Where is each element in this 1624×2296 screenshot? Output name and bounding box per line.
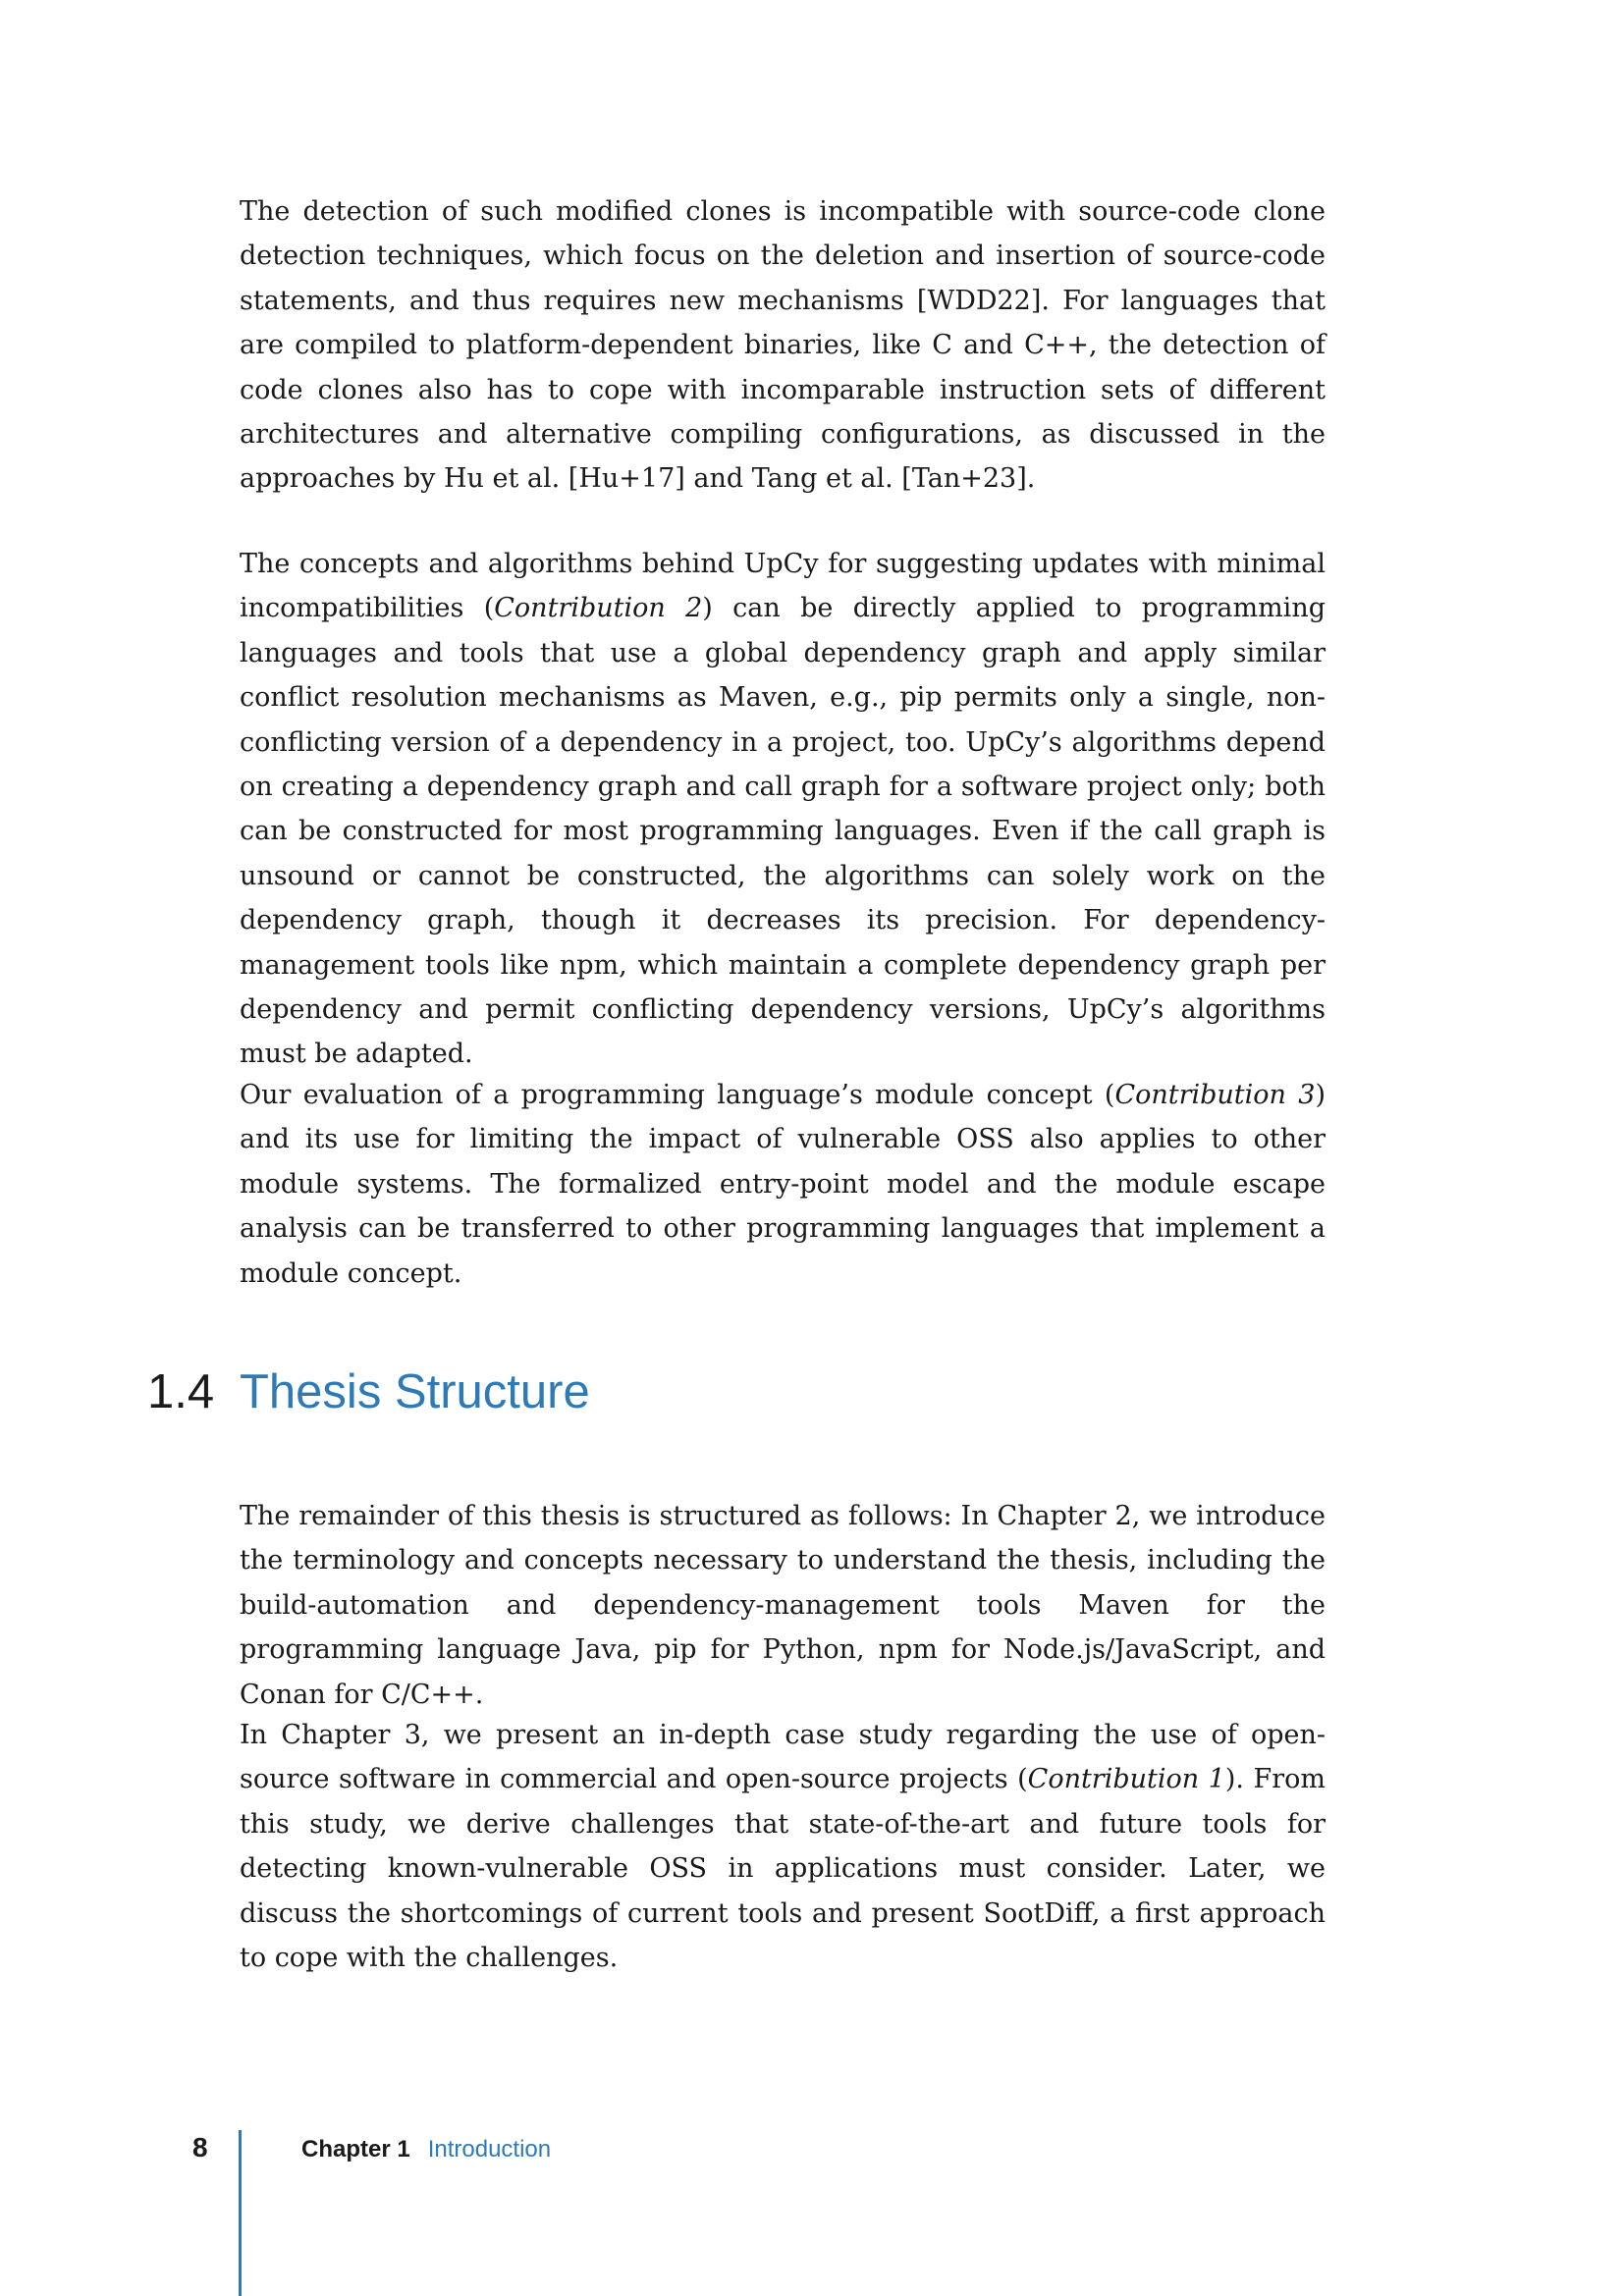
paragraph-clone-detection <box>240 189 1326 502</box>
paragraph-text-start: In Chapter 3, we present an in-depth case study regarding the use of open-source software in commercial and open-source projects ( <box>240 1720 1326 1795</box>
page-number: 8 <box>192 2132 208 2163</box>
footer-rule <box>239 2130 242 2296</box>
paragraph-text <box>240 1713 1326 1980</box>
paragraph-upcy-contribution <box>240 542 1326 1077</box>
paragraph-text: The remainder of this thesis is structured as follows: In Chapter 2, we introduce the terminology and concepts necessary to understand the thesis, including the build-automation and dependency-management tools Maven for the programming language Java, pip for Python, npm for Node.js/JavaScript, and Conan for C/C++. <box>240 1501 1326 1710</box>
section-heading <box>147 1362 590 1421</box>
paragraph-thesis-structure-intro <box>240 1494 1326 1717</box>
running-head <box>301 2136 551 2163</box>
paragraph-text-rest: ) can be directly applied to programming languages and tools that use a global dependency graph and apply similar conflict resolution mechanisms as Maven, e.g., pip permits only a single, non-conflicting version of a dependency in a project, too. UpCy’s algorithms depend on creating a dependency graph and call graph for a software project only; both can be constructed for most programming languages. Even if the call graph is unsound or cannot be constructed, the algorithms can solely work on the dependency graph, though it decreases its precision. For dependency-management tools like npm, which maintain a complete dependency graph per dependency and permit conflicting dependency versions, UpCy’s algorithms must be adapted. <box>240 593 1326 1070</box>
contribution-reference: Contribution 2 <box>494 593 703 624</box>
paragraph-text <box>240 542 1326 1077</box>
contribution-reference: Contribution 1 <box>1027 1764 1225 1795</box>
paragraph-module-concept <box>240 1073 1326 1296</box>
paragraph-text-start: The concepts and algorithms behind UpCy for suggesting updates with minimal incompatibilities ( <box>240 549 1326 624</box>
chapter-label: Chapter 1 <box>301 2136 410 2163</box>
section-number: 1.4 <box>147 1365 215 1418</box>
paragraph-text: The detection of such modified clones is incompatible with source-code clone detection techniques, which focus on the deletion and insertion of source-code statements, and thus requires new mechanisms [WDD22]. For languages that are compiled to platform-dependent binaries, like C and C++, the detection of code clones also has to cope with incomparable instruction sets of different architectures and alternative compiling configurations, as discussed in the approaches by Hu et al. [Hu+17] and Tang et al. [Tan+23]. <box>240 196 1326 495</box>
section-title: Thesis Structure <box>240 1365 590 1418</box>
contribution-reference: Contribution 3 <box>1114 1080 1316 1110</box>
paragraph-text-start: Our evaluation of a programming language’s module concept ( <box>240 1080 1115 1110</box>
paragraph-chapter-3 <box>240 1713 1326 1980</box>
chapter-name: Introduction <box>427 2136 552 2163</box>
paragraph-text <box>240 1073 1326 1296</box>
paragraph-text-rest: ). From this study, we derive challenges that state-of-the-art and future tools for detecting known-vulnerable OSS in applications must consider. Later, we discuss the shortcomings of current tools and present SootDiff, a first approach to cope with the challenges. <box>240 1764 1326 1974</box>
paragraph-text-rest: ) and its use for limiting the impact of vulnerable OSS also applies to other module systems. The formalized entry-point model and the module escape analysis can be transferred to other programming languages that implement a module concept. <box>240 1080 1326 1289</box>
